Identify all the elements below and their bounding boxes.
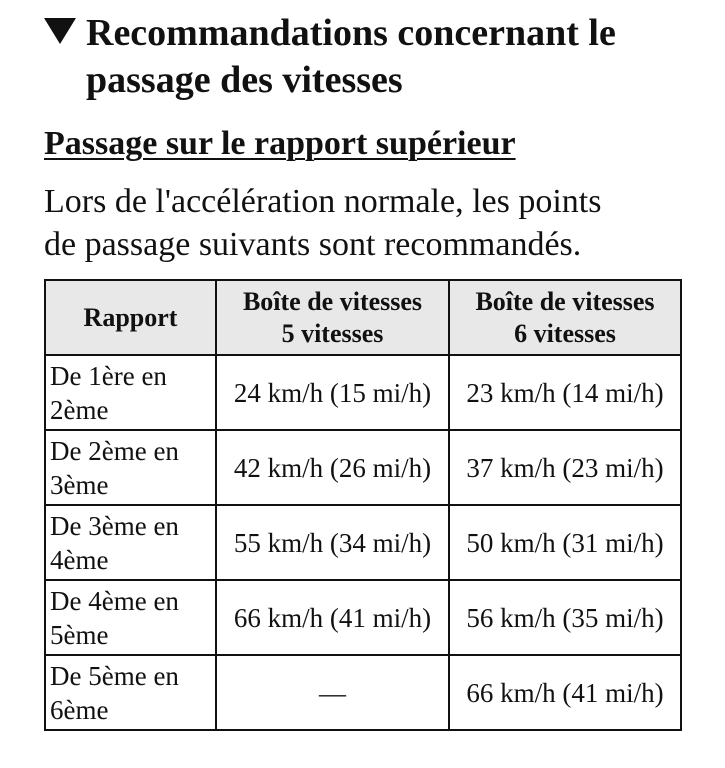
intro-paragraph bbox=[44, 180, 704, 266]
gear-step-line-2: 5ème bbox=[50, 619, 109, 650]
table-row bbox=[45, 430, 681, 505]
cell-6-speed: 37 km/h (23 mi/h) bbox=[449, 430, 681, 505]
gear-step-line-1: De 4ème en bbox=[50, 585, 179, 616]
triangle-down-icon bbox=[44, 18, 76, 44]
table-row bbox=[45, 580, 681, 655]
cell-gear-step bbox=[45, 655, 216, 730]
cell-gear-step bbox=[45, 505, 216, 580]
header-rapport bbox=[45, 280, 216, 355]
section-title bbox=[44, 10, 714, 104]
cell-6-speed: 56 km/h (35 mi/h) bbox=[449, 580, 681, 655]
subheading: Passage sur le rapport supérieur bbox=[44, 125, 516, 162]
header-rapport-label: Rapport bbox=[83, 302, 178, 332]
intro-line-2: de passage suivants sont recommandés. bbox=[44, 226, 582, 263]
gear-step-line-2: 4ème bbox=[50, 544, 109, 575]
gear-step-line-1: De 1ère en bbox=[50, 360, 167, 391]
cell-6-speed: 50 km/h (31 mi/h) bbox=[449, 505, 681, 580]
shift-points-table bbox=[44, 279, 682, 731]
gear-step-line-1: De 5ème en bbox=[50, 660, 179, 691]
gear-step-line-2: 3ème bbox=[50, 469, 109, 500]
header-5-speed-line-1: Boîte de vitesses bbox=[242, 286, 423, 316]
cell-6-speed: 66 km/h (41 mi/h) bbox=[449, 655, 681, 730]
cell-5-speed: 24 km/h (15 mi/h) bbox=[216, 355, 449, 430]
section-title-line-1: Recommandations concernant le bbox=[86, 12, 616, 54]
cell-5-speed: 42 km/h (26 mi/h) bbox=[216, 430, 449, 505]
header-5-speed bbox=[216, 280, 449, 355]
table-row bbox=[45, 355, 681, 430]
header-5-speed-line-2: 5 vitesses bbox=[281, 318, 384, 348]
section-title-line-2: passage des vitesses bbox=[86, 59, 403, 101]
header-6-speed-line-2: 6 vitesses bbox=[514, 318, 616, 348]
table-row bbox=[45, 505, 681, 580]
gear-step-line-2: 6ème bbox=[50, 694, 109, 725]
gear-step-line-2: 2ème bbox=[50, 394, 109, 425]
cell-5-speed: 66 km/h (41 mi/h) bbox=[216, 580, 449, 655]
cell-gear-step bbox=[45, 580, 216, 655]
header-6-speed bbox=[449, 280, 681, 355]
cell-5-speed: 55 km/h (34 mi/h) bbox=[216, 505, 449, 580]
cell-6-speed: 23 km/h (14 mi/h) bbox=[449, 355, 681, 430]
table-row bbox=[45, 655, 681, 730]
intro-line-1: Lors de l'accélération normale, les points bbox=[44, 183, 602, 220]
gear-step-line-1: De 3ème en bbox=[50, 510, 179, 541]
gear-step-line-1: De 2ème en bbox=[50, 435, 179, 466]
table-header-row bbox=[45, 280, 681, 355]
section-title-text bbox=[86, 10, 616, 104]
cell-gear-step bbox=[45, 430, 216, 505]
header-6-speed-line-1: Boîte de vitesses bbox=[475, 286, 655, 316]
cell-gear-step bbox=[45, 355, 216, 430]
cell-5-speed: — bbox=[216, 655, 449, 730]
